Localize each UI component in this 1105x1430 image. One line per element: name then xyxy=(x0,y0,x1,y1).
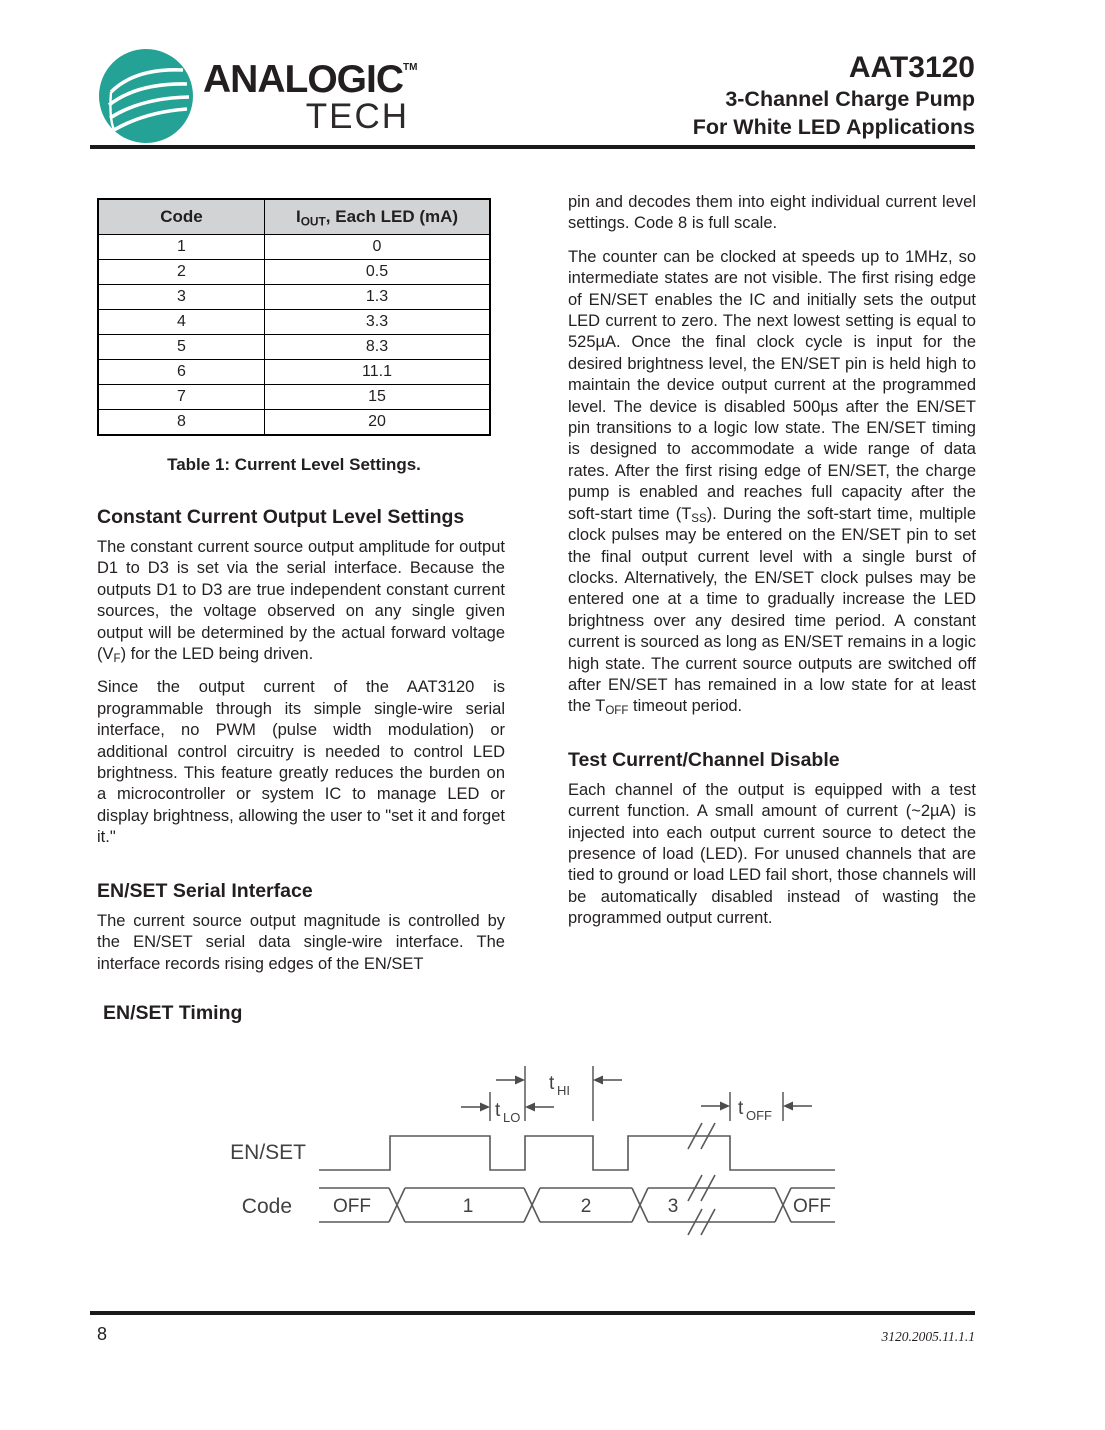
document-title-block xyxy=(568,50,975,141)
subscript-text: SS xyxy=(691,512,707,525)
table-cell: 7 xyxy=(98,385,265,410)
code-value-1: 1 xyxy=(462,1196,474,1217)
brand-leaf-icon xyxy=(97,48,195,144)
enset-timing-diagram xyxy=(220,1050,860,1250)
paragraph-enset-serial: The current source output magnitude is controlled by the EN/SET serial data single-wire interface. The interface records rising edges of the EN/SET xyxy=(97,911,505,973)
column-header-code: Code xyxy=(98,199,265,235)
table-cell: 3.3 xyxy=(265,310,491,335)
table-cell: 5 xyxy=(98,335,265,360)
t-hi-dimension xyxy=(496,1073,622,1098)
brand-name-text: ANALOGIC xyxy=(203,58,403,101)
table-row xyxy=(98,360,490,385)
paragraph-test-current: Each channel of the output is equipped with a test current function. A small amount of current (~2µA) is injected into each output current source to detect the presence of load (LED). For unused channels that are tied to ground or load LED fail short, those channels will be automatically disabled instead of wasting the programmed output current. xyxy=(568,780,976,928)
subscript-text: OUT xyxy=(300,214,326,229)
run-text: ). During the soft-start time, multiple clock pulses may be entered on the EN/SET pin to set the final output current level with a single burst of clocks. Alternatively, the EN/SET clock pulses may be entered one at a time to gradually increase the LED brightness over any desired time period. A constant current is sourced as long as EN/SET remains in a logic high state. The current source outputs are switched off after EN/SET has remained in a low state for at least the T xyxy=(568,504,976,716)
left-column xyxy=(97,198,505,987)
run-text: ) for the LED being driven. xyxy=(120,645,314,664)
t-off-label: t xyxy=(738,1098,744,1119)
code-value-off-start: OFF xyxy=(333,1196,371,1217)
brand-name-line2: TECH xyxy=(305,97,409,136)
brand-name xyxy=(203,48,418,101)
run-text: I xyxy=(295,207,301,226)
table-row xyxy=(98,335,490,360)
header-rule xyxy=(90,145,975,149)
table-cell: 8 xyxy=(98,410,265,436)
enset-signal-label: EN/SET xyxy=(230,1141,306,1164)
column-header-iout xyxy=(265,199,491,235)
t-off-subscript: OFF xyxy=(746,1108,772,1123)
run-text: The constant current source output amplitude for output D1 to D3 is set via the serial interface. Because the outputs D1 to D3 are true independent constant current sources, the voltage observed on any single given output will be determined by the actual forward voltage (V xyxy=(97,538,505,664)
code-value-3: 3 xyxy=(667,1196,679,1217)
doc-subtitle-2: For White LED Applications xyxy=(692,115,975,139)
table-cell: 11.1 xyxy=(265,360,491,385)
table-row xyxy=(98,285,490,310)
right-column xyxy=(568,192,976,942)
brand-wordmark xyxy=(203,48,418,144)
table-row xyxy=(98,310,490,335)
t-lo-label: t xyxy=(495,1100,501,1121)
t-lo-subscript: LO xyxy=(503,1110,521,1125)
table-row xyxy=(98,410,490,436)
table-cell: 3 xyxy=(98,285,265,310)
part-number: AAT3120 xyxy=(848,51,975,84)
table-cell: 1 xyxy=(98,235,265,260)
section-title-test-current: Test Current/Channel Disable xyxy=(568,748,840,771)
table-cell: 2 xyxy=(98,260,265,285)
paragraph-constant-current-2: Since the output current of the AAT3120 is programmable through its simple single-wire serial interface, no PWM (pulse width modulation) or additional control circuitry is needed to control LED brightness. This feature greatly reduces the burden on a microcontroller or system IC to manage LED or display brightness, allowing the user to "set it and forget it." xyxy=(97,678,505,847)
code-value-2: 2 xyxy=(580,1196,592,1217)
t-lo-dimension xyxy=(461,1100,554,1125)
t-hi-subscript: HI xyxy=(557,1083,570,1098)
brand-logo xyxy=(97,48,418,144)
run-text: The counter can be clocked at speeds up to 1MHz, so intermediate states are not visible. The first rising edge of EN/SET enables the IC and initially sets the output LED current to zero. The next lowest setting is equal to 525µA. Once the final clock cycle is input for the desired brightness level, the EN/SET pin is held high to maintain the device output current at the programmed level. The device is disabled 500µs after the EN/SET pin transitions to a logic low state. The EN/SET timing is designed to accommodate a wide range of data rates. After the first rising edge of EN/SET, the charge pump is enabled and reaches full capacity after the soft-start time (T xyxy=(568,247,976,523)
table-cell: 6 xyxy=(98,360,265,385)
subscript-text: OFF xyxy=(605,705,629,718)
paragraph-decode: pin and decodes them into eight individual current level settings. Code 8 is full scale. xyxy=(568,193,976,233)
table-row xyxy=(98,235,490,260)
table-cell: 20 xyxy=(265,410,491,436)
table-cell: 1.3 xyxy=(265,285,491,310)
paragraph-constant-current-1 xyxy=(97,537,505,665)
table-cell: 4 xyxy=(98,310,265,335)
doc-version: 3120.2005.11.1.1 xyxy=(881,1329,975,1344)
doc-subtitle-1: 3-Channel Charge Pump xyxy=(725,87,975,111)
code-value-off-end: OFF xyxy=(793,1196,831,1217)
current-level-table xyxy=(97,198,491,436)
code-bus-label: Code xyxy=(241,1195,292,1218)
table-cell: 8.3 xyxy=(265,335,491,360)
t-off-dimension xyxy=(701,1098,812,1123)
t-hi-label: t xyxy=(549,1073,555,1094)
section-title-constant-current: Constant Current Output Level Settings xyxy=(97,506,465,528)
timing-section-title: EN/SET Timing xyxy=(103,1002,243,1024)
section-title-enset-serial: EN/SET Serial Interface xyxy=(97,879,313,902)
run-text: , Each LED (mA) xyxy=(325,207,459,226)
subscript-text: F xyxy=(113,653,121,666)
table-cell: 15 xyxy=(265,385,491,410)
trademark-symbol: TM xyxy=(403,62,418,73)
code-bus xyxy=(319,1175,835,1235)
table-row xyxy=(98,260,490,285)
table-cell: 0 xyxy=(265,235,491,260)
enset-waveform xyxy=(319,1136,835,1170)
run-text: timeout period. xyxy=(628,697,743,716)
page-number: 8 xyxy=(97,1324,108,1344)
table-header-row xyxy=(98,199,490,235)
table-cell: 0.5 xyxy=(265,260,491,285)
paragraph-counter xyxy=(568,247,976,718)
table-row xyxy=(98,385,490,410)
table-caption: Table 1: Current Level Settings. xyxy=(167,455,421,474)
footer-rule xyxy=(90,1311,975,1315)
